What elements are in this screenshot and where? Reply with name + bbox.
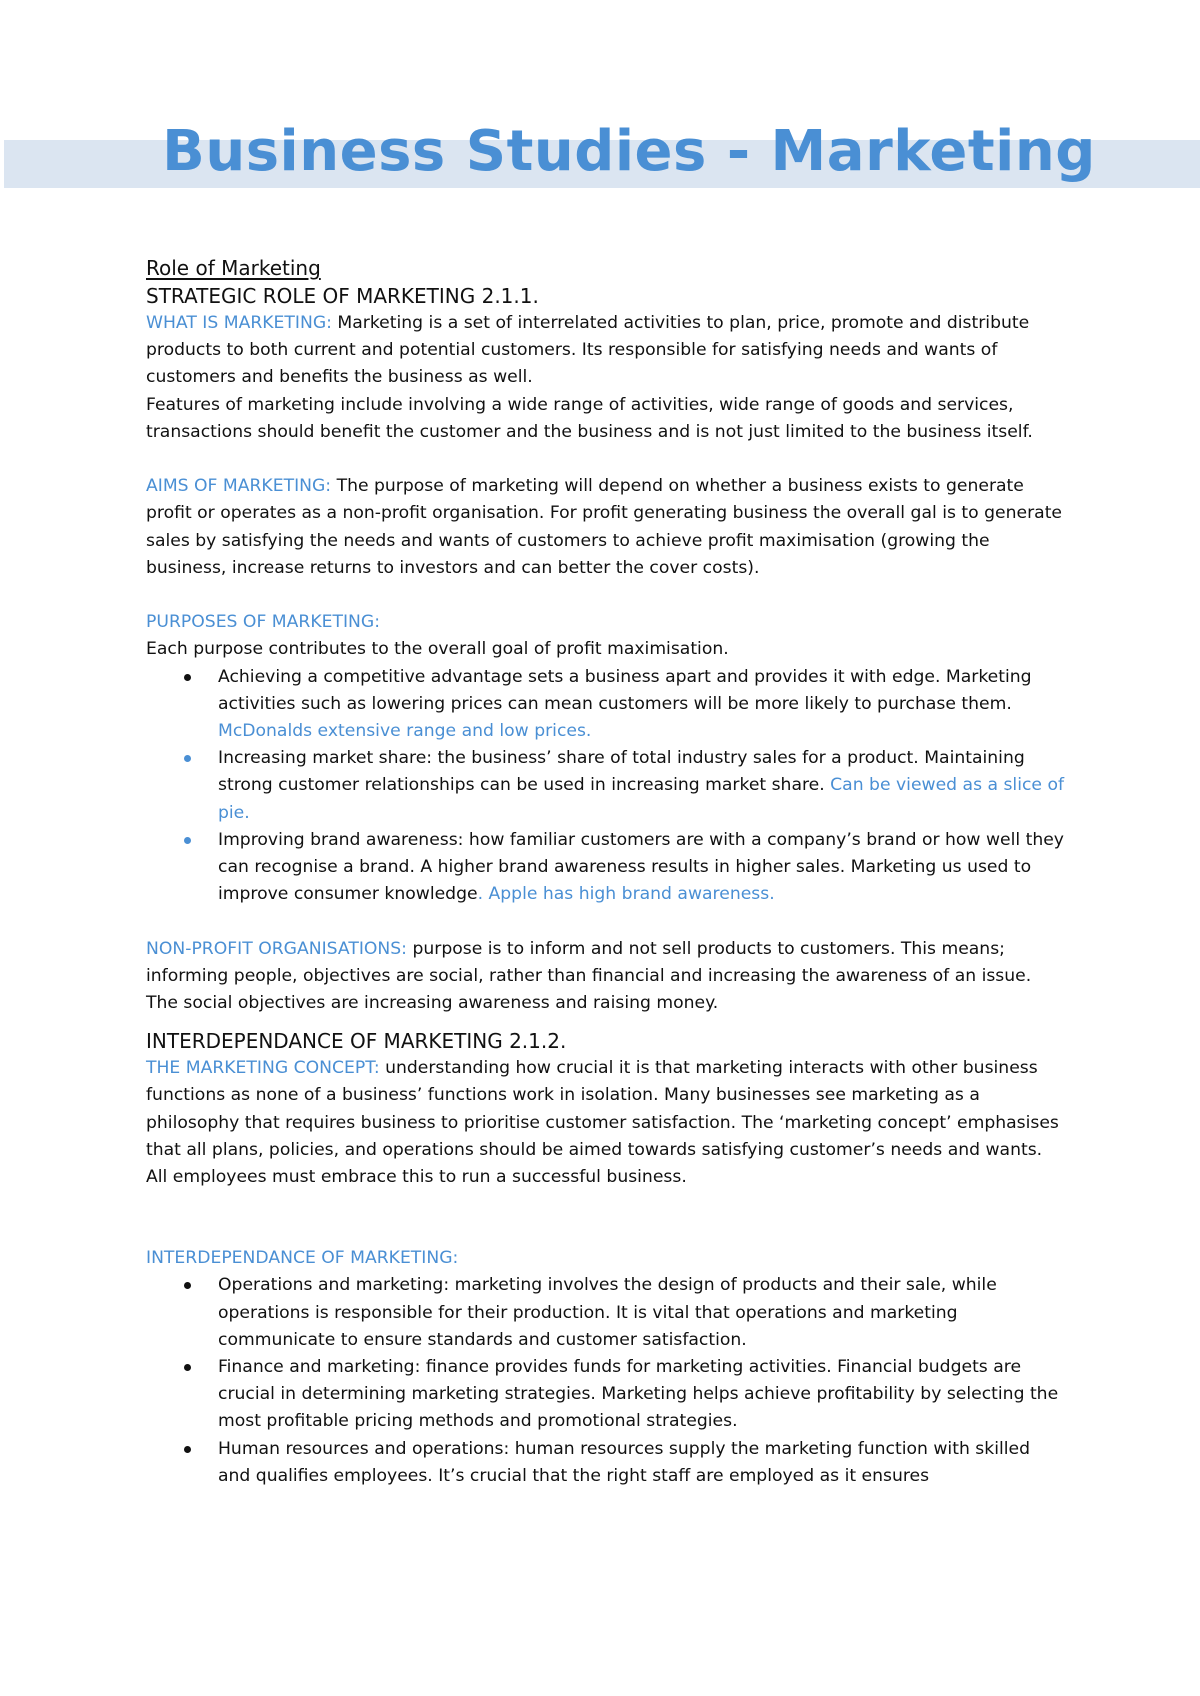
concept-text: understanding how crucial it is that marketing interacts with other business functions as none of a business’ functions work in isolation. Many businesses see marketing as a philosophy that requires business to prioritise customer satisfaction. The ‘marketing concept’ emphasises that all plans, policies, and operations should be aimed towards satisfying customer’s needs and wants. All employees must embrace this to run a successful business. — [146, 1058, 1059, 1188]
strategic-heading: STRATEGIC ROLE OF MARKETING 2.1.1. — [146, 284, 539, 308]
bullet-icon — [184, 1446, 191, 1453]
bullet-icon — [184, 755, 191, 762]
list-item — [146, 664, 1066, 746]
nonprofit-paragraph — [146, 936, 1066, 1018]
interdep-text: Human resources and operations: human resources supply the marketing function with skilled and qualifies employees. It’s crucial that the right staff are employed as it ensures — [218, 1438, 1031, 1486]
purpose-text: Improving brand awareness: how familiar customers are with a company’s brand or how well they can recognise a brand. A higher brand awareness results in higher sales. Marketing us used to improve consumer knowledge — [218, 829, 1064, 905]
list-item — [146, 1272, 1066, 1354]
bullet-icon — [184, 1364, 191, 1371]
interdep-label: INTERDEPENDANCE OF MARKETING: — [146, 1248, 459, 1269]
purposes-label: PURPOSES OF MARKETING: — [146, 612, 380, 633]
purpose-text: Achieving a competitive advantage sets a business apart and provides it with edge. Marketing activities such as lowering prices can mean customers will be more likely to purchase them. — [218, 666, 1032, 714]
aims-label: AIMS OF MARKETING: — [146, 476, 332, 497]
what-is-label: WHAT IS MARKETING: — [146, 313, 332, 333]
concept-paragraph — [146, 1055, 1066, 1191]
bullet-icon — [184, 1282, 191, 1289]
purpose-example: Can be viewed as a slice of pie. — [218, 775, 1065, 823]
bullet-icon — [184, 674, 191, 681]
list-item — [146, 1354, 1066, 1436]
purposes-intro: Each purpose contributes to the overall goal of profit maximisation. — [146, 639, 729, 660]
purpose-example: . Apple has high brand awareness. — [477, 884, 775, 905]
purposes-list — [146, 664, 1066, 909]
list-item — [146, 745, 1066, 827]
features-paragraph: Features of marketing include involving a wide range of activities, wide range of goods and services, transactions should benefit the customer and the business and is not just limited to the business itself. — [146, 394, 1033, 442]
document-title: Business Studies - Marketing — [162, 119, 1096, 184]
interdep-list — [146, 1272, 1066, 1490]
nonprofit-label: NON-PROFIT ORGANISATIONS: — [146, 938, 407, 959]
bullet-icon — [184, 837, 191, 844]
purpose-example: McDonalds extensive range and low prices. — [218, 721, 592, 742]
interdependance-heading: INTERDEPENDANCE OF MARKETING 2.1.2. — [146, 1029, 567, 1054]
purpose-text: Increasing market share: the business’ share of total industry sales for a product. Maintaining strong customer relationships can be used in increasing market share. — [218, 748, 1025, 796]
concept-label: THE MARKETING CONCEPT: — [146, 1058, 380, 1079]
aims-text: The purpose of marketing will depend on whether a business exists to generate profit or operates as a non-profit organisation. For profit generating business the overall gal is to generate sales by satisfying the needs and wants of customers to achieve profit maximisation (growing the business, increase returns to investors and can better the cover costs). — [146, 476, 1063, 578]
nonprofit-text: purpose is to inform and not sell products to customers. This means; informing people, objectives are social, rather than financial and increasing the awareness of an issue. The social objectives are increasing awareness and raising money. — [146, 938, 1032, 1014]
list-item — [146, 827, 1066, 909]
what-is-paragraph — [146, 310, 1066, 392]
document-body — [146, 254, 1066, 1490]
interdep-text: Operations and marketing: marketing involves the design of products and their sale, while operations is responsible for their production. It is vital that operations and marketing communicate to ensure standards and customer satisfaction. — [218, 1275, 997, 1350]
aims-paragraph — [146, 473, 1066, 582]
role-heading: Role of Marketing — [146, 256, 321, 280]
what-is-text: Marketing is a set of interrelated activities to plan, price, promote and distribute products to both current and potential customers. Its responsible for satisfying needs and wants of customers and benefits the business as well. — [146, 313, 1030, 388]
list-item — [146, 1436, 1066, 1490]
interdep-text: Finance and marketing: finance provides funds for marketing activities. Financial budgets are crucial in determining marketing strategies. Marketing helps achieve profitability by selecting the most profitable pricing methods and promotional strategies. — [218, 1357, 1059, 1432]
